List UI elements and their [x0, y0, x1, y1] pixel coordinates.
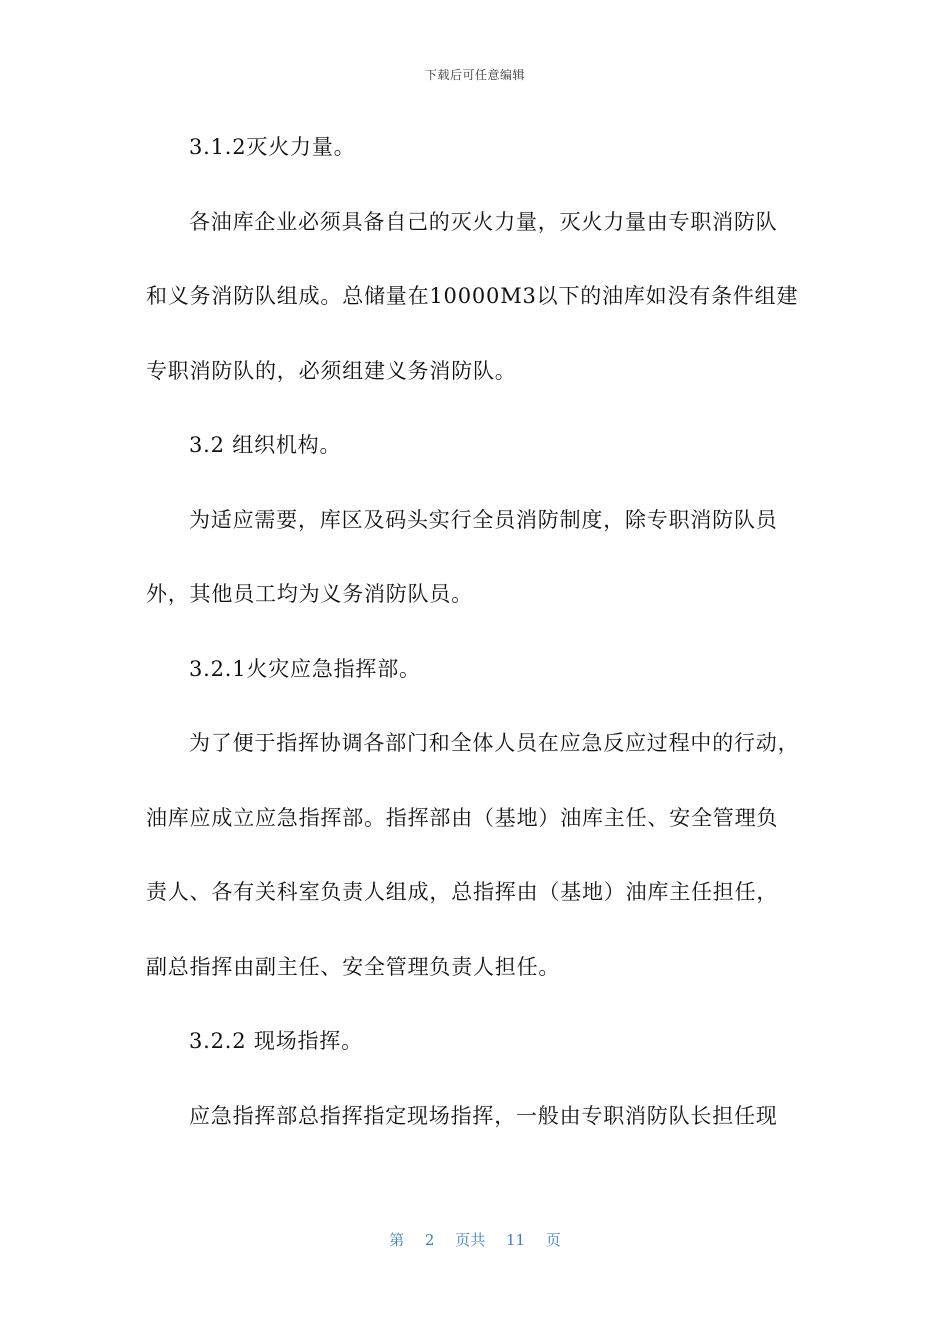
paragraph-line: 油库应成立应急指挥部。指挥部由（基地）油库主任、安全管理负: [146, 805, 779, 830]
page-middle: 页共: [455, 1231, 486, 1249]
total-pages: 11: [506, 1231, 526, 1249]
paragraph-line: 责人、各有关科室负责人组成，总指挥由（基地）油库主任担任，: [146, 880, 779, 904]
section-heading: 3.2.1火灾应急指挥部。: [189, 656, 421, 681]
page-header: 下载后可任意编辑: [424, 68, 525, 82]
section-heading: 3.2 组织机构。: [189, 433, 342, 457]
paragraph-line: 应急指挥部总指挥指定现场指挥，一般由专职消防队长担任现: [189, 1103, 778, 1128]
paragraph-line: 和义务消防队组成。总储量在10000M3以下的油库如没有条件组建: [146, 284, 799, 308]
section-heading: 3.2.2 现场指挥。: [189, 1029, 363, 1053]
page-prefix: 第: [389, 1231, 405, 1249]
paragraph-line: 各油库企业必须具备自己的灭火力量，灭火力量由专职消防队: [189, 209, 778, 234]
paragraph-line: 外，其他员工均为义务消防队员。: [146, 582, 473, 606]
document-body: [146, 128, 806, 1171]
paragraph-line: 专职消防队的，必须组建义务消防队。: [146, 358, 517, 383]
page-footer: [0, 1229, 950, 1250]
paragraph-line: 副总指挥由副主任、安全管理负责人担任。: [146, 954, 561, 979]
paragraph-line: 为了便于指挥协调各部门和全体人员在应急反应过程中的行动，: [189, 731, 800, 755]
section-heading: 3.1.2灭火力量。: [189, 135, 356, 159]
paragraph-line: 为适应需要，库区及码头实行全员消防制度，除专职消防队员: [189, 507, 778, 532]
page-suffix: 页: [545, 1231, 561, 1249]
page-number: 2: [424, 1231, 435, 1249]
